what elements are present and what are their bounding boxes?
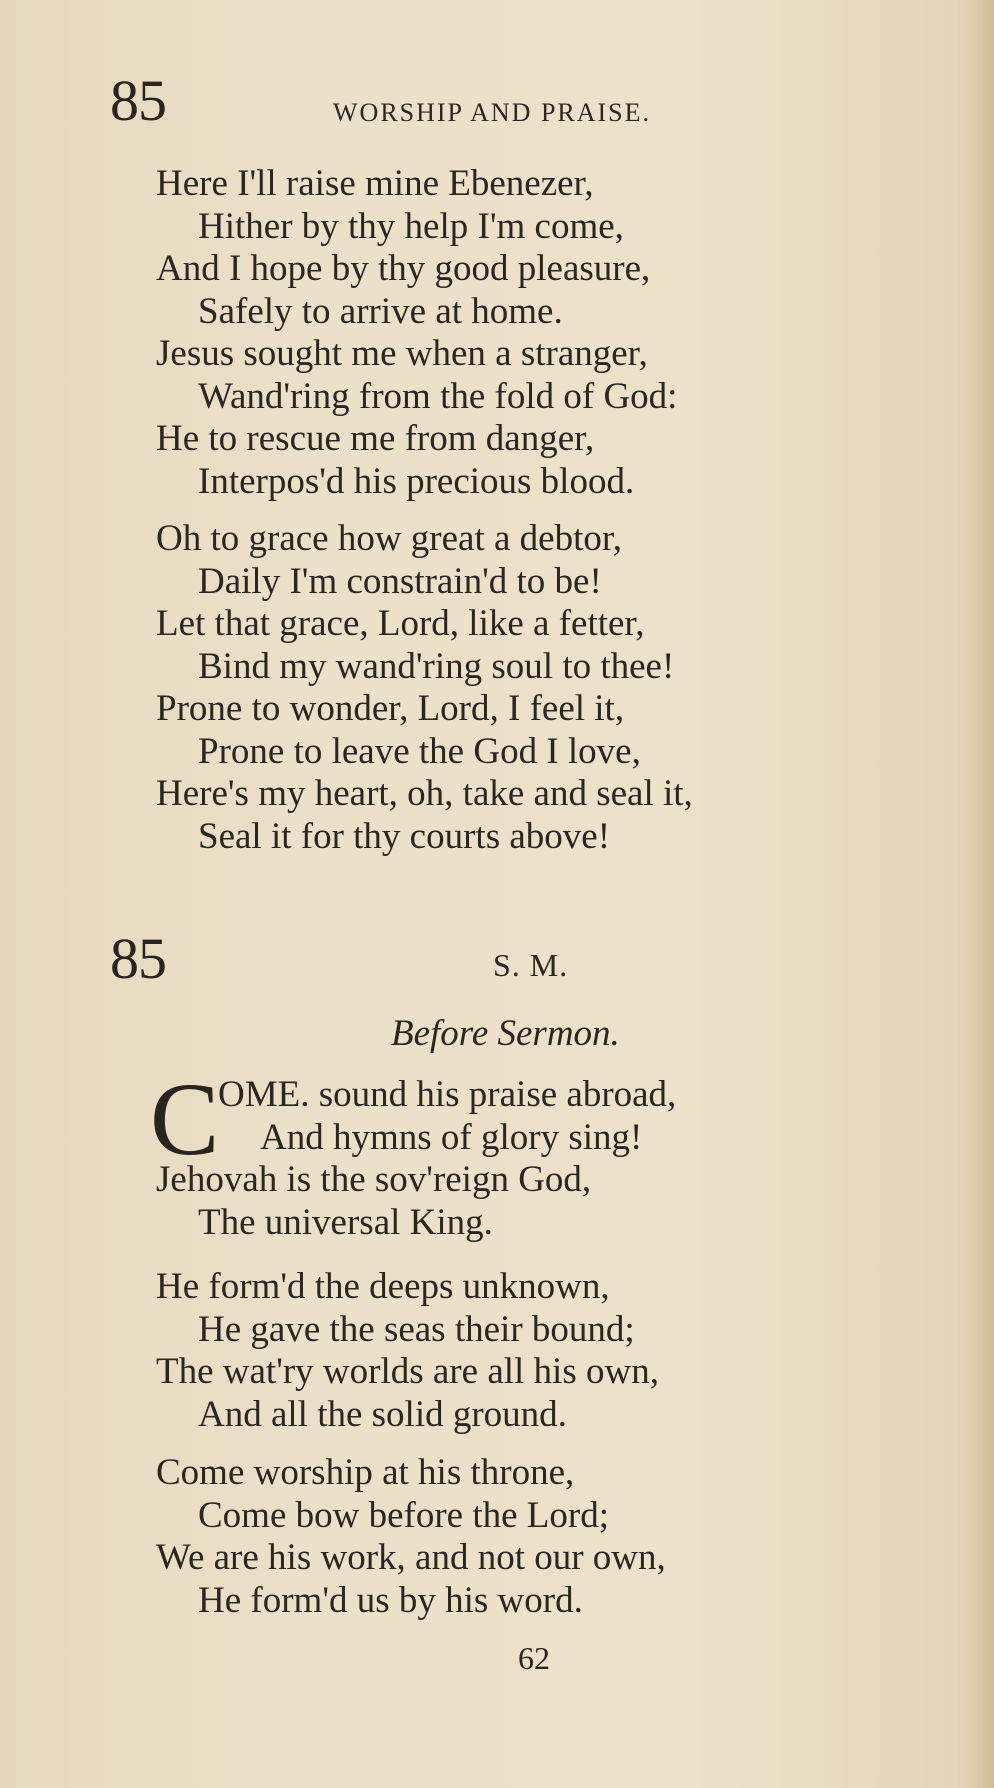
- verse-line: He to rescue me from danger,: [156, 418, 595, 459]
- verse-line: We are his work, and not our own,: [156, 1537, 666, 1578]
- verse-line: And all the solid ground.: [198, 1393, 567, 1435]
- verse-line: He form'd the deeps unknown,: [156, 1266, 610, 1307]
- verse-line: Bind my wand'ring soul to thee!: [198, 645, 675, 687]
- verse-line: Seal it for thy courts above!: [198, 815, 611, 857]
- hymn-occasion: Before Sermon.: [391, 1013, 620, 1054]
- verse-line: Wand'ring from the fold of God:: [198, 375, 678, 417]
- verse-line: Jehovah is the sov'reign God,: [156, 1159, 592, 1200]
- drop-cap: C: [150, 1062, 220, 1177]
- verse-line: And hymns of glory sing!: [260, 1116, 643, 1158]
- header-hymn-number: 85: [110, 68, 166, 133]
- verse-line: Here's my heart, oh, take and seal it,: [156, 773, 693, 814]
- hymn-meter: S. M.: [493, 947, 569, 983]
- previous-hymn-stanza-1: [156, 163, 936, 503]
- page-edge-shadow: [972, 0, 994, 1788]
- verse-line: OME. sound his praise abroad,: [218, 1074, 677, 1115]
- verse-line: Come bow before the Lord;: [198, 1494, 609, 1536]
- verse-line: Interpos'd his precious blood.: [198, 460, 635, 502]
- verse-line: Safely to arrive at home.: [198, 290, 563, 332]
- verse-line: Hither by thy help I'm come,: [198, 205, 624, 247]
- verse-line: The universal King.: [198, 1201, 493, 1243]
- verse-line: Daily I'm constrain'd to be!: [198, 560, 602, 602]
- verse-line: Here I'll raise mine Ebenezer,: [156, 163, 594, 204]
- verse-line: And I hope by thy good pleasure,: [156, 248, 651, 289]
- running-title: WORSHIP AND PRAISE.: [333, 98, 652, 127]
- verse-line: Let that grace, Lord, like a fetter,: [156, 603, 645, 644]
- verse-line: He form'd us by his word.: [198, 1579, 583, 1621]
- verse-line: The wat'ry worlds are all his own,: [156, 1351, 659, 1392]
- hymn-stanza-2: [156, 1266, 936, 1436]
- verse-line: Come worship at his throne,: [156, 1452, 575, 1493]
- previous-hymn-stanza-2: [156, 518, 936, 858]
- hymn-stanza-1: [156, 1074, 936, 1244]
- verse-line: Jesus sought me when a stranger,: [156, 333, 648, 374]
- page-number: 62: [518, 1640, 550, 1676]
- verse-line: He gave the seas their bound;: [198, 1308, 635, 1350]
- verse-line: Prone to leave the God I love,: [198, 730, 641, 772]
- verse-line: Oh to grace how great a debtor,: [156, 518, 622, 559]
- page-header: [110, 68, 930, 142]
- hymn-stanza-3: [156, 1452, 936, 1622]
- hymn-number: 85: [110, 926, 166, 991]
- verse-line: Prone to wonder, Lord, I feel it,: [156, 688, 625, 729]
